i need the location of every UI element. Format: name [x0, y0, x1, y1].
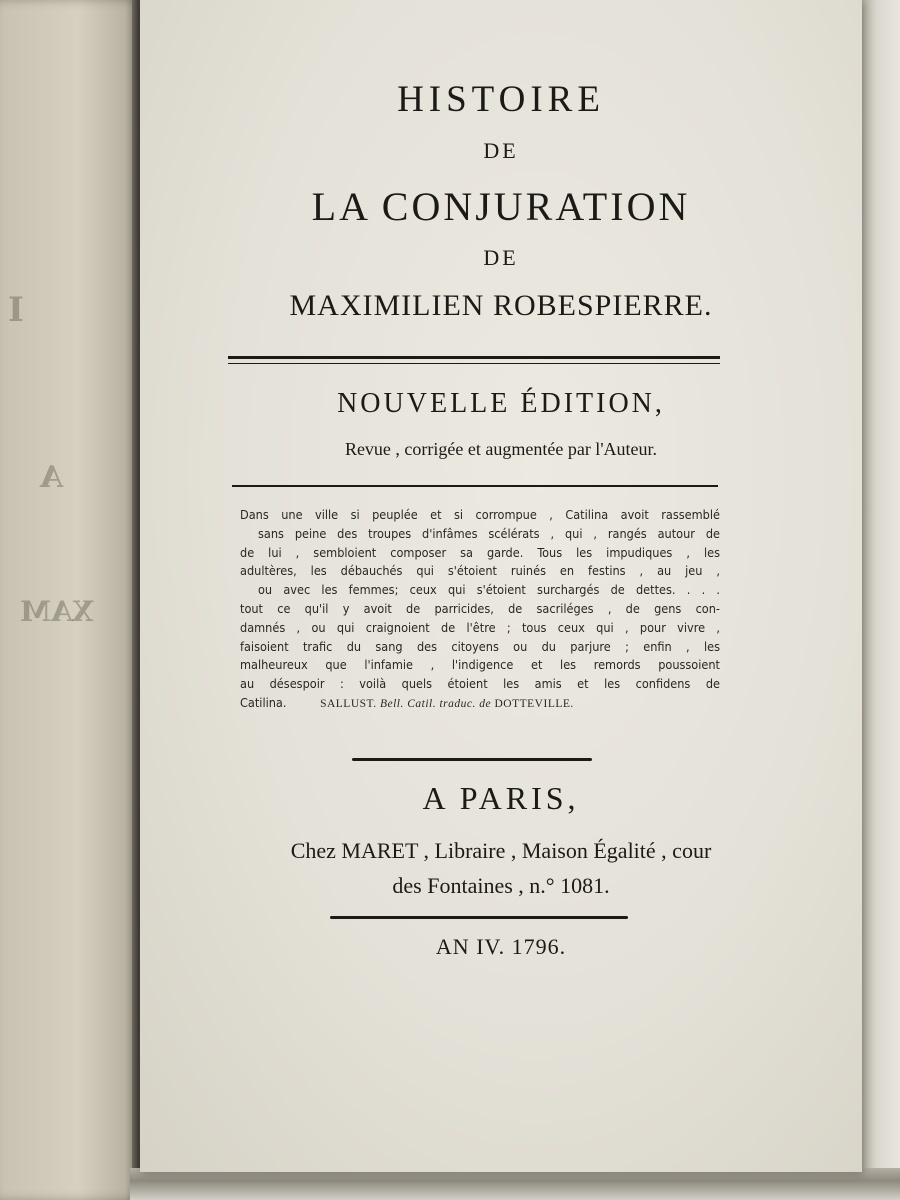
title-conjuration: LA CONJURATION [311, 184, 691, 229]
imprint-publisher: Chez MARET , Libraire , Maison Égalité , cour [290, 838, 712, 863]
bleed-through-mark: I [8, 290, 24, 330]
bleed-through-mark: XAM [20, 595, 94, 628]
epigraph-line: damnés , ou qui craignoient de l'être ; tous ceux qui , pour vivre , [240, 619, 720, 635]
bleed-through-mark: A [40, 460, 64, 495]
epigraph-line: sans peine des troupes d'infâmes scélérats , qui , rangés autour de [258, 525, 720, 541]
left-facing-page [0, 0, 142, 1200]
epigraph [240, 506, 720, 714]
thin-rule [232, 485, 718, 487]
imprint-city: A PARIS, [422, 780, 580, 816]
citation-prefix: de [479, 697, 492, 710]
epigraph-line: au désespoir : voilà quels étoient les amis et les confidens de [240, 676, 720, 692]
epigraph-line: adultères, les débauchés qui s'étoient ruinés en festins , au jeu , [240, 563, 720, 579]
epigraph-line: faisoient trafic du sang des citoyens ou du parjure ; enfin , les [240, 638, 720, 654]
double-rule [228, 363, 720, 364]
double-rule [228, 356, 720, 359]
page-bottom-edge [130, 1168, 900, 1200]
citation [320, 698, 574, 710]
epigraph-line: malheureux que l'infamie , l'indigence et les remords poussoient [240, 657, 720, 673]
epigraph-line: Dans une ville si peuplée et si corrompue , Catilina avoit rassemblé [240, 507, 720, 522]
epigraph-line: tout ce qu'il y avoit de parricides, de sacriléges , de gens con- [240, 600, 720, 616]
epigraph-catilina: Catilina. [240, 694, 287, 710]
citation-translator: DOTTEVILLE. [494, 697, 574, 710]
short-rule [330, 916, 628, 919]
citation-work: Bell. Catil. traduc. [379, 697, 476, 710]
title-page [140, 0, 862, 1172]
title-de: DE [483, 138, 519, 163]
epigraph-last-line [240, 694, 720, 714]
citation-author: SALLUST. [320, 697, 377, 710]
title-robespierre: MAXIMILIEN ROBESPIERRE. [289, 289, 713, 322]
edition-subtitle: Revue , corrigée et augmentée par l'Auteur. [344, 439, 658, 459]
edition-heading: NOUVELLE ÉDITION, [337, 388, 665, 419]
background [860, 0, 900, 1200]
title-de: DE [483, 245, 519, 270]
epigraph-line: de lui , sembloient composer sa garde. Tous les impudiques , les [240, 544, 720, 560]
imprint-address: des Fontaines , n.° 1081. [392, 873, 610, 898]
title-histoire: HISTOIRE [397, 79, 605, 120]
short-rule [352, 758, 592, 761]
imprint-date: AN IV. 1796. [435, 934, 567, 959]
epigraph-line: ou avec les femmes; ceux qui s'étoient surchargés de dettes. . . . [258, 582, 720, 598]
